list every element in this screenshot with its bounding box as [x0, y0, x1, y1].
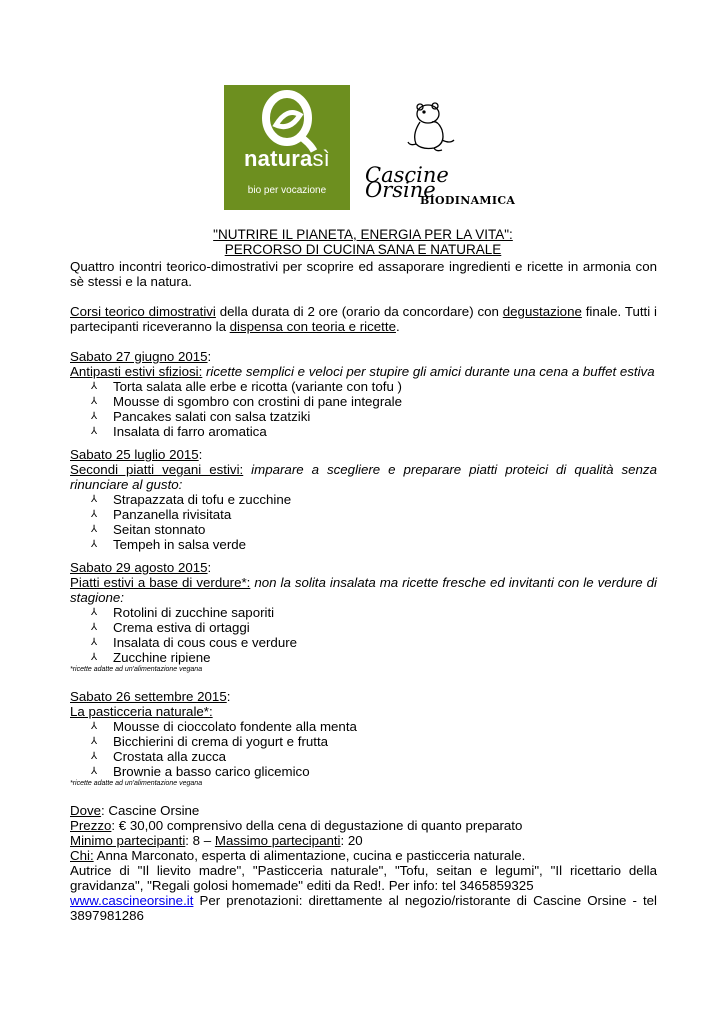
session-4 — [70, 689, 657, 788]
vegan-note: *ricette adatte ad un'alimentazione vegana — [70, 780, 203, 787]
session-date: Sabato 29 agosto 2015: — [70, 560, 212, 575]
naturasi-leaf-icon — [224, 85, 350, 155]
bear-icon — [360, 100, 510, 170]
list-item: ⅄ Rotolini di zucchine saporiti — [91, 605, 275, 620]
recipe-list — [70, 719, 657, 779]
session-theme: La pasticceria naturale*: — [70, 704, 213, 719]
author-bio: Autrice di "Il lievito madre", "Pasticceria naturale", "Tofu, seitan e legumi", "Il ricettario della gravidanza", "Regali golosi homemade" editi da Red!. Per info: tel 3465859325 — [70, 863, 657, 893]
session-date: Sabato 26 settembre 2015: — [70, 689, 231, 704]
session-theme: Antipasti estivi sfiziosi: ricette semplici e veloci per stupire gli amici durante una cena a buffet estiva — [70, 364, 655, 379]
document-body — [70, 259, 657, 923]
list-item: ⅄ Crema estiva di ortaggi — [91, 620, 250, 635]
website-link[interactable]: www.cascineorsine.it — [70, 893, 194, 908]
session-date: Sabato 27 giugno 2015: — [70, 349, 212, 364]
list-item: ⅄ Crostata alla zucca — [91, 749, 227, 764]
vegan-note: *ricette adatte ad un'alimentazione vegana — [70, 666, 203, 673]
list-item: ⅄ Zucchine ripiene — [91, 650, 211, 665]
session-date: Sabato 25 luglio 2015: — [70, 447, 203, 462]
cascine-orsine-logo — [360, 100, 516, 212]
intro-text: Quattro incontri teorico-dimostrativi per scoprire ed assaporare ingredienti e ricette in armonia con sè stessi e la natura. — [70, 259, 657, 289]
cascine-name: Cascine Orsine — [365, 163, 449, 202]
booking-line: www.cascineorsine.it Per prenotazioni: direttamente al negozio/ristorante di Cascine Orsine - tel 3897981286 — [70, 893, 657, 923]
session-3 — [70, 560, 657, 674]
recipe-list — [70, 605, 657, 665]
naturasi-tagline: bio per vocazione — [247, 185, 327, 196]
list-item: ⅄ Insalata di cous cous e verdure — [91, 635, 298, 650]
page-title: "NUTRIRE IL PIANETA, ENERGIA PER LA VITA": PERCORSO DI CUCINA SANA E NATURALE — [213, 227, 513, 257]
session-theme: Secondi piatti vegani estivi: imparare a scegliere e preparare piatti proteici di qualità senza rinunciare al gusto: — [70, 462, 657, 492]
participants-line: Minimo partecipanti: 8 – Massimo partecipanti: 20 — [70, 833, 363, 848]
recipe-list — [70, 492, 657, 552]
list-item: ⅄ Tempeh in salsa verde — [91, 537, 247, 552]
cascine-subtitle: BIODINAMICA — [420, 194, 516, 207]
list-item: ⅄ Mousse di cioccolato fondente alla menta — [91, 719, 357, 734]
list-item: ⅄ Mousse di sgombro con crostini di pane integrale — [91, 394, 402, 409]
instructor-line: Chi: Anna Marconato, esperta di alimentazione, cucina e pasticceria naturale. — [70, 848, 526, 863]
recipe-list — [70, 379, 657, 439]
price-line: Prezzo: € 30,00 comprensivo della cena di degustazione di quanto preparato — [70, 818, 523, 833]
courses-info: Corsi teorico dimostrativi della durata di 2 ore (orario da concordare) con degustazione finale. Tutti i partecipanti riceveranno la dispensa con teoria e ricette. — [70, 304, 657, 334]
list-item: ⅄ Bicchierini di crema di yogurt e frutta — [91, 734, 329, 749]
naturasi-logo — [224, 85, 350, 210]
list-item: ⅄ Brownie a basso carico glicemico — [91, 764, 310, 779]
location-line: Dove: Cascine Orsine — [70, 803, 200, 818]
list-item: ⅄ Torta salata alle erbe e ricotta (variante con tofu ) — [91, 379, 402, 394]
session-theme: Piatti estivi a base di verdure*: non la solita insalata ma ricette fresche ed invitanti con le verdure di stagione: — [70, 575, 657, 605]
event-details — [70, 803, 657, 923]
list-item: ⅄ Insalata di farro aromatica — [91, 424, 267, 439]
list-item: ⅄ Seitan stonnato — [91, 522, 206, 537]
session-1 — [70, 349, 657, 439]
list-item: ⅄ Pancakes salati con salsa tzatziki — [91, 409, 311, 424]
list-item: ⅄ Strapazzata di tofu e zucchine — [91, 492, 292, 507]
naturasi-brand: naturasì — [244, 146, 330, 171]
session-2 — [70, 447, 657, 552]
list-item: ⅄ Panzanella rivisitata — [91, 507, 232, 522]
